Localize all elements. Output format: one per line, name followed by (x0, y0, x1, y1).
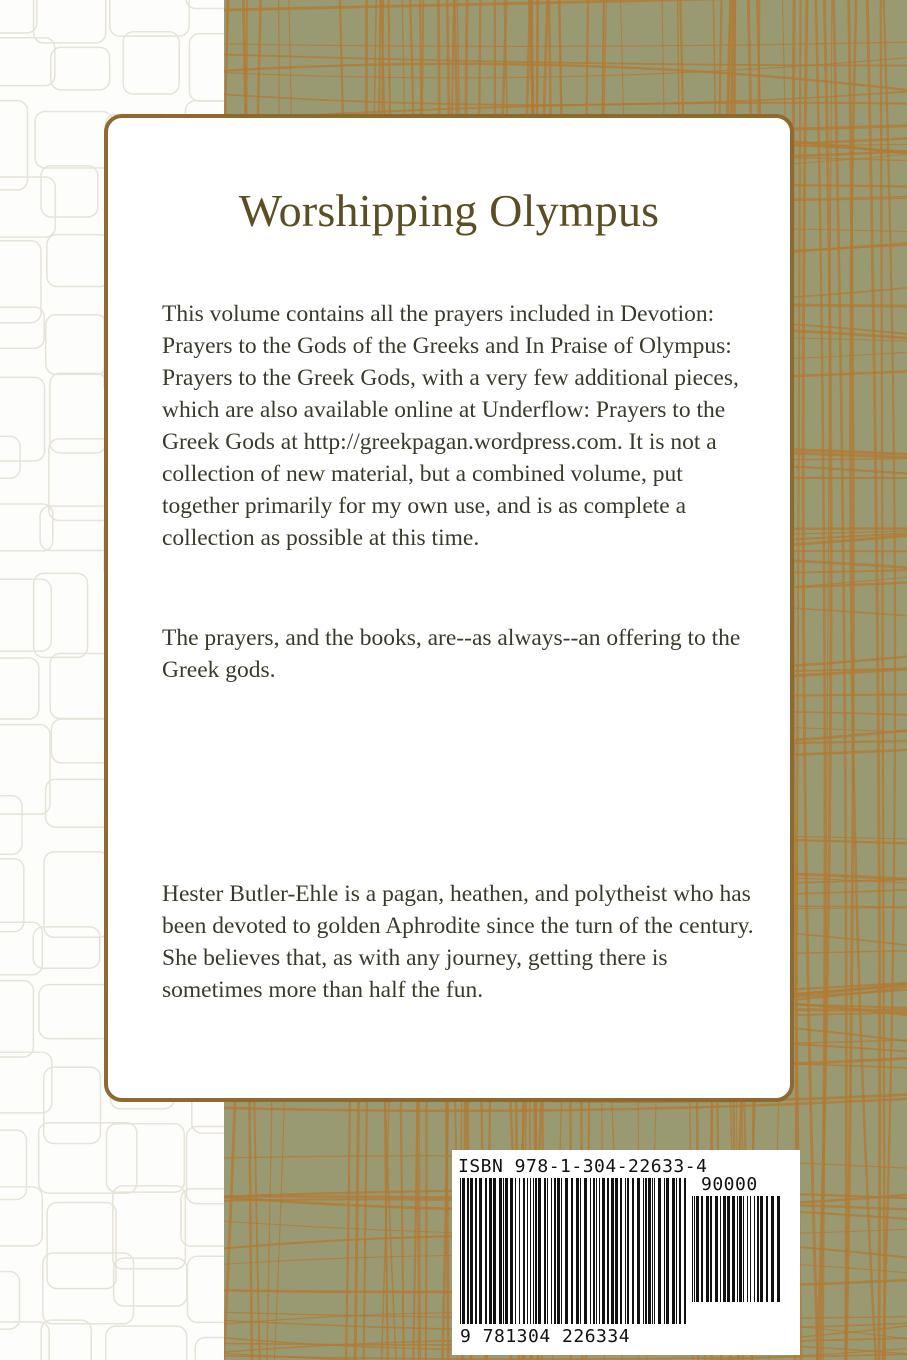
barcode-area (452, 1150, 800, 1355)
text-panel (104, 114, 794, 1102)
book-title: Worshipping Olympus (238, 185, 660, 236)
isbn-label: ISBN 978-1-304-22633-4 (458, 1156, 708, 1177)
price-barcode (692, 1196, 784, 1304)
isbn-barcode (460, 1178, 688, 1328)
offering-paragraph: The prayers, and the books, are--as always--an offering to the Greek gods. (162, 625, 741, 683)
price-code: 90000 (701, 1174, 758, 1195)
description-paragraph: This volume contains all the prayers included in Devotion: Prayers to the Gods of the Greeks and In Praise of Olympus: Prayers to the Greek Gods, with a very few additional pieces, which are also available online at Underflow: Prayers to the Greek Gods at http://greekpagan.wordpress.com. It is not a collection of new material, but a combined volume, put together primarily for my own use, and is as complete a collection as possible at this time. (162, 301, 739, 551)
isbn-digits: 9 781304 226334 (460, 1326, 631, 1347)
author-bio: Hester Butler-Ehle is a pagan, heathen, and polytheist who has been devoted to golden Aphrodite since the turn of the century. She believes that, as with any journey, getting there is sometimes more than half the fun. (162, 881, 754, 1003)
